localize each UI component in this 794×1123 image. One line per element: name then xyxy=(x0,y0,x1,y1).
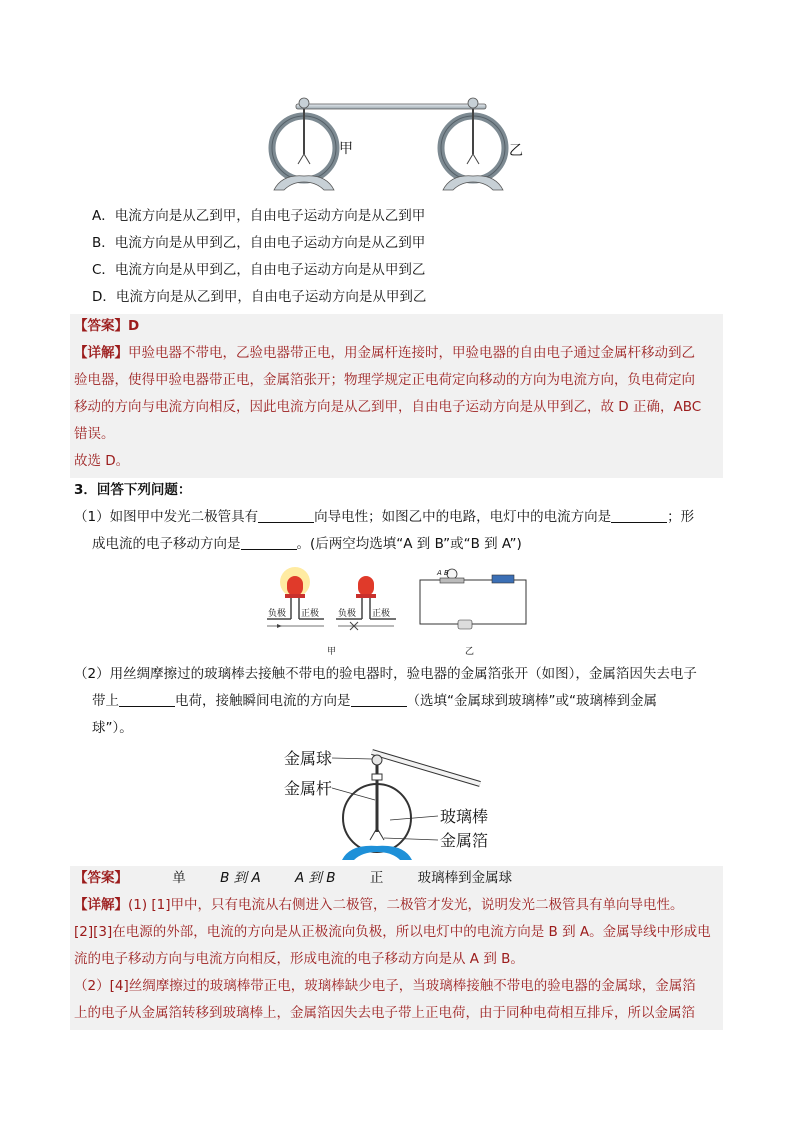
detail-tag: 【详解】 xyxy=(74,345,128,361)
q3-detail-line-3: 流的电子移动方向与电流方向相反，形成电流的电子移动方向是从 A 到 B。 xyxy=(74,951,524,967)
q3-detail-line-2: [2][3]在电源的外部，电流的方向是从正极流向负极，所以电灯中的电流方向是 B 到 A。金属导线中形成电 xyxy=(74,924,711,940)
answer-tag: 【答案】 xyxy=(74,870,128,886)
answer-4: 正 xyxy=(369,870,384,886)
electroscope-left xyxy=(272,109,336,190)
circuit-diagram xyxy=(420,569,526,629)
label-foil: 金属箔 xyxy=(440,831,489,850)
q2-detail-line-2: 验电器，使得甲验电器带正电，金属箔张开；物理学规定正电荷定向移动的方向为电流方向，负电荷定向 xyxy=(74,372,695,388)
answer-2: B 到 A xyxy=(220,870,261,886)
q3-part2-line1: （2）用丝绸摩擦过的玻璃棒去接触不带电的验电器时，验电器的金属箔张开（如图），金属箔因失去电子 xyxy=(74,666,697,682)
q2-answer-band xyxy=(70,314,723,478)
q2-conclusion: 故选 D。 xyxy=(74,453,130,469)
option-a: A．电流方向是从乙到甲，自由电子运动方向是从乙到甲 xyxy=(92,208,426,224)
pos-label-2: 正极 xyxy=(372,609,391,619)
fig2-caption-a: 甲 xyxy=(327,647,337,657)
blank-2[interactable] xyxy=(611,508,667,523)
q3-answer-line xyxy=(74,868,512,888)
blank-4[interactable] xyxy=(119,692,175,707)
fig1-label-a: 甲 xyxy=(339,141,353,157)
q3-detail-line-5: 上的电子从金属箔转移到玻璃棒上，金属箔因失去电子带上正电荷，由于同种电荷相互排斥，所以金属箔 xyxy=(74,1005,695,1021)
fig2-caption-b: 乙 xyxy=(465,647,475,657)
q3-part1-line2: 成电流的电子移动方向是 。(后两空均选填“A 到 B”或“B 到 A”) xyxy=(92,536,522,552)
q3-title: 3．回答下列问题： xyxy=(74,482,192,498)
electroscope-pair-figure xyxy=(260,92,540,200)
q3-part1-line1: （1）如图甲中发光二极管具有 向导电性；如图乙中的电路，电灯中的电流方向是 ；形 xyxy=(74,509,695,525)
pos-label-1: 正极 xyxy=(301,609,320,619)
q3-detail-line-1: 【详解】(1) [1]甲中，只有电流从右侧进入二极管，二极管才发光，说明发光二极管具有单向导电性。 xyxy=(74,897,684,913)
q3-detail-line-4: （2）[4]丝绸摩擦过的玻璃棒带正电，玻璃棒缺少电子，当玻璃棒接触不带电的验电器的金属球，金属箔 xyxy=(74,978,696,994)
answer-tag: 【答案】 xyxy=(74,318,128,334)
electroscope-glass-figure xyxy=(280,740,520,862)
q2-detail-line-4: 错误。 xyxy=(74,426,115,442)
q3-part2-line2: 带上 电荷，接触瞬间电流的方向是 （选填“金属球到玻璃棒”或“玻璃棒到金属 xyxy=(92,693,657,709)
answer-5: 玻璃棒到金属球 xyxy=(417,870,513,886)
neg-label-1: 负极 xyxy=(268,609,287,619)
label-glass-rod: 玻璃棒 xyxy=(440,807,489,826)
q2-detail-line-3: 移动的方向与电流方向相反，因此电流方向是从乙到甲，自由电子运动方向是从甲到乙，故 D 正确，ABC xyxy=(74,399,702,415)
q2-detail-line-1: 【详解】甲验电器不带电，乙验电器带正电，用金属杆连接时，甲验电器的自由电子通过金属杆移动到乙 xyxy=(74,345,695,361)
answer-value: D xyxy=(128,318,140,334)
blank-3[interactable] xyxy=(241,535,297,550)
q3-part2-line3: 球”）。 xyxy=(92,720,133,736)
option-b: B．电流方向是从甲到乙，自由电子运动方向是从乙到甲 xyxy=(92,235,426,251)
blank-1[interactable] xyxy=(258,508,314,523)
option-c: C．电流方向是从甲到乙，自由电子运动方向是从甲到乙 xyxy=(92,262,426,278)
fig1-label-b: 乙 xyxy=(509,143,523,159)
answer-3: A 到 B xyxy=(294,870,336,886)
neg-label-2: 负极 xyxy=(338,609,357,619)
label-metal-rod: 金属杆 xyxy=(284,779,333,798)
bulb-label: A B xyxy=(437,569,449,577)
q2-answer-line xyxy=(74,316,139,336)
detail-tag: 【详解】 xyxy=(74,897,128,913)
label-metal-ball: 金属球 xyxy=(284,749,333,768)
blank-5[interactable] xyxy=(351,692,407,707)
led-circuit-figure xyxy=(262,564,542,660)
electroscope-right xyxy=(441,109,505,190)
led-off xyxy=(336,576,396,630)
option-d: D．电流方向是从乙到甲，自由电子运动方向是从甲到乙 xyxy=(92,289,427,305)
answer-1: 单 xyxy=(172,870,186,886)
